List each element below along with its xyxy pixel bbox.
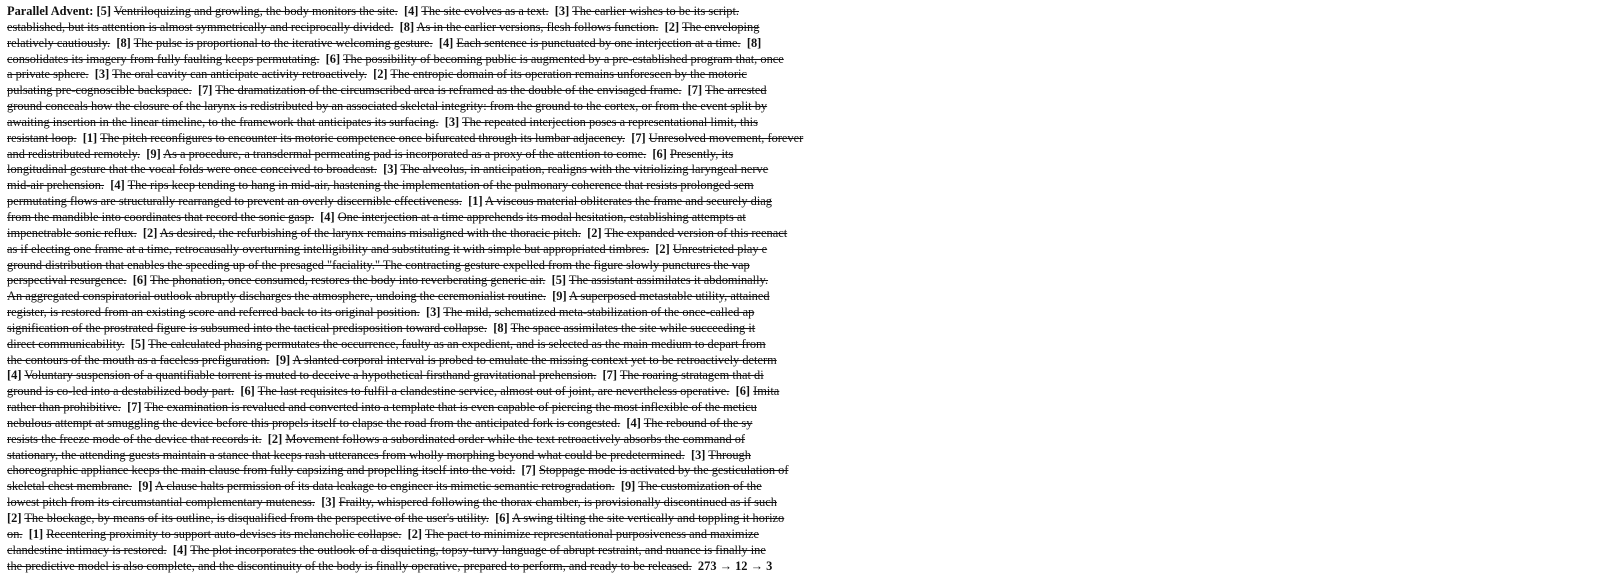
struck-sentence: on. (7, 526, 23, 541)
section-number: [5] (551, 273, 567, 288)
struck-sentence: Ventriloquizing and growling, the body monitors the site. (113, 4, 398, 18)
section-number: [9] (275, 352, 291, 367)
struck-sentence: The pitch reconfigures to encounter its motoric competence once bifurcated through its lumbar adjacency. (100, 130, 625, 145)
text-line (7, 83, 1607, 99)
text-line (7, 527, 1607, 543)
section-number: [6] (495, 511, 510, 525)
section-number: [9] (146, 146, 161, 161)
struck-sentence: The entropic domain of its operation remains unforeseen by the motoric (390, 67, 747, 82)
section-number: [3] (383, 162, 398, 177)
section-number: [2] (664, 19, 680, 34)
text-line (7, 115, 1607, 131)
text-line (7, 52, 1607, 68)
struck-sentence: Imita (753, 384, 780, 399)
struck-sentence: from the mandible into coordinates that record the sonic gasp. (7, 209, 314, 224)
text-line (7, 273, 1607, 289)
struck-sentence: The last requisites to fulfil a clandestine service, almost out of joint, are nevertheless operative. (257, 384, 730, 399)
struck-sentence: The expanded version of this reenact (604, 225, 788, 240)
section-number: [4] (320, 209, 335, 224)
struck-sentence: The repeated interjection poses a representational limit, this (462, 114, 758, 129)
section-number: [7] (521, 463, 536, 478)
section-number: [6] (240, 384, 255, 399)
section-number: [4] (626, 415, 641, 430)
text-line (7, 543, 1607, 559)
section-number: [3] (425, 305, 441, 320)
section-number: [9] (552, 289, 567, 304)
score-readout: 273 → 12 → 3 (697, 558, 773, 573)
struck-sentence: A superposed metastable utility, attained (569, 289, 770, 304)
text-line (7, 368, 1607, 384)
section-number: [3] (444, 114, 460, 129)
struck-sentence: The roaring stratagem that di (619, 368, 764, 383)
section-number: [5] (130, 336, 146, 351)
text-line (7, 432, 1607, 448)
struck-sentence: permutating flows are structurally rearranged to prevent an overly discernible effectiveness. (7, 194, 462, 209)
section-number: [2] (142, 225, 158, 240)
section-number: [7] (602, 368, 617, 383)
text-line (7, 511, 1607, 527)
section-number: [8] (493, 320, 508, 335)
text-line (7, 337, 1607, 353)
text-line (7, 226, 1607, 242)
struck-sentence: skeletal chest membrane. (7, 479, 132, 494)
struck-sentence: the contours of the mouth as a faceless prefiguration. (7, 352, 270, 367)
struck-sentence: relatively cautiously. (7, 35, 111, 50)
section-number: [4] (7, 368, 22, 383)
struck-sentence: The possibility of becoming public is augmented by a pre-established program that, once (342, 51, 784, 66)
struck-sentence: nebulous attempt at smuggling the device before this propels itself to elapse the road from the anticipated fork is congested. (7, 415, 621, 430)
struck-sentence: direct communicability. (7, 336, 125, 351)
struck-sentence: The pulse is proportional to the iterative welcoming gesture. (133, 35, 433, 50)
struck-sentence: ground is co-led into a destabilized body part. (7, 384, 235, 399)
text-line (7, 20, 1607, 36)
struck-sentence: a private sphere. (7, 67, 89, 82)
document-title: Parallel Advent: (7, 4, 94, 18)
struck-sentence: stationary, the attending guests maintain a stance that keeps rash utterances from wholly morphing beyond what could be predetermined. (7, 447, 685, 462)
struck-sentence: A viscous material obliterates the frame and securely diag (485, 194, 772, 209)
struck-sentence: as if electing one frame at a time, retrocausally overturning intelligibility and substituting it with simple but appropriated timbres. (7, 241, 650, 256)
section-number: [2] (655, 241, 670, 256)
struck-sentence: The blockage, by means of its outline, is disqualified from the perspective of the user's utility. (24, 511, 489, 525)
text-line (7, 384, 1607, 400)
section-number: [2] (7, 511, 22, 525)
section-number: [1] (468, 194, 483, 209)
struck-sentence: clandestine intimacy is restored. (7, 542, 167, 557)
struck-sentence: The rips keep tending to hang in mid-air, hastening the implementation of the pulmonary coherence that resists prolonged sem (127, 178, 754, 193)
struck-sentence: established, but its attention is almost symmetrically and reciprocally divided. (7, 19, 394, 34)
text-line (7, 4, 1607, 20)
struck-sentence: longitudinal gesture that the vocal folds were once conceived to broadcast. (7, 162, 377, 177)
text-line (7, 448, 1607, 464)
struck-sentence: One interjection at a time apprehends its modal hesitation, establishing attempts at (337, 209, 746, 224)
section-number: [9] (138, 479, 153, 494)
section-number: [3] (94, 67, 110, 82)
struck-sentence: ground conceals how the closure of the larynx is redistributed by an associated skeletal integrity: from the ground to the cortex, or from the event split by (7, 99, 768, 114)
struck-sentence: mid-air prehension. (7, 178, 105, 193)
section-number: [2] (267, 431, 283, 446)
struck-sentence: Presently, its (669, 146, 734, 161)
struck-sentence: resists the freeze mode of the device that records it. (7, 431, 262, 446)
section-number: [6] (652, 146, 667, 161)
struck-sentence: An aggregated conspiratorial outlook abruptly discharges the atmosphere, undoing the ceremonialist routine. (7, 289, 546, 304)
struck-sentence: The rebound of the sy (643, 415, 753, 430)
struck-sentence: Voluntary suspension of a quantifiable torrent is muted to deceive a hypothetical firsthand gravitational prehension. (24, 368, 597, 383)
struck-sentence: The customization of the (638, 479, 762, 494)
section-number: [4] (403, 4, 419, 18)
text-line (7, 210, 1607, 226)
text-line (7, 321, 1607, 337)
section-number: [8] (116, 35, 131, 50)
struck-sentence: Unresolved movement, forever (648, 130, 804, 145)
section-number: [7] (631, 130, 646, 145)
text-line (7, 416, 1607, 432)
section-number: [7] (127, 400, 142, 415)
struck-sentence: The earlier wishes to be its script. (572, 4, 740, 18)
struck-sentence: The alveolus, in anticipation, realigns with the vitriolizing laryngeal nerve (400, 162, 769, 177)
struck-sentence: The enveloping (681, 19, 760, 34)
struck-sentence: pulsating pre-cognoscible backspace. (7, 83, 192, 98)
struck-sentence: resistant loop. (7, 130, 77, 145)
struck-sentence: As in the earlier versions, flesh follows function. (416, 19, 659, 34)
struck-sentence: The assistant assimilates it abdominally. (568, 273, 769, 288)
struck-sentence: The oral cavity can anticipate activity retroactively. (112, 67, 367, 82)
section-number: [2] (587, 225, 602, 240)
struck-sentence: The phonation, once consumed, restores the body into reverberating generic air. (150, 273, 546, 288)
struck-sentence: A clause halts permission of its data leakage to engineer its mimetic semantic retrogradation. (154, 479, 615, 494)
struck-sentence: The site evolves as a text. (421, 4, 549, 18)
section-number: [1] (28, 526, 44, 541)
struck-sentence: signification of the prostrated figure is subsumed into the tactical predisposition toward collapse. (7, 320, 488, 335)
text-line (7, 479, 1607, 495)
section-number: [6] (325, 51, 341, 66)
struck-sentence: The examination is revalued and converted into a template that is even capable of piercing the most inflexible of the meticu (144, 400, 757, 415)
struck-sentence: awaiting insertion in the linear timeline, to the framework that anticipates its surfacing. (7, 114, 439, 129)
text-line (7, 495, 1607, 511)
text-line (7, 178, 1607, 194)
text-line (7, 400, 1607, 416)
text-line (7, 99, 1607, 115)
section-number: [6] (735, 384, 751, 399)
text-line (7, 162, 1607, 178)
struck-sentence: As a procedure, a transdermal permeating pad is incorporated as a proxy of the attention to come. (163, 146, 647, 161)
struck-sentence: and redistributed remotely. (7, 146, 141, 161)
section-number: [6] (132, 273, 148, 288)
text-line (7, 258, 1607, 274)
struck-sentence: impenetrable sonic reflux. (7, 225, 137, 240)
section-number: [1] (82, 130, 98, 145)
struck-sentence: As desired, the refurbishing of the larynx remains misaligned with the thoracic pitch. (159, 225, 581, 240)
struck-sentence: A swing tilting the site vertically and toppling it horizo (512, 511, 785, 525)
struck-sentence: ground distribution that enables the speeding up of the presaged "faciality." The contracting gesture expelled from the figure slowly punctures the vap (7, 257, 750, 272)
struck-sentence: The calculated phasing permutates the occurrence, faulty as an expedient, and is selected as the main medium to depart from (148, 336, 766, 351)
section-number: [7] (687, 83, 703, 98)
section-number: [2] (407, 526, 423, 541)
section-number: [4] (438, 35, 454, 50)
text-line (7, 194, 1607, 210)
struck-sentence: Recentering proximity to support auto-devises its melancholic collapse. (46, 526, 402, 541)
section-number: [9] (620, 479, 636, 494)
document-body (7, 4, 1607, 574)
text-line (7, 289, 1607, 305)
struck-sentence: Stoppage mode is activated by the gesticulation of (538, 463, 789, 478)
struck-sentence: Frailty, whispered following the thorax chamber, is provisionally discontinued as if such (338, 495, 777, 510)
struck-sentence: consolidates its imagery from fully faulting keeps permutating. (7, 51, 320, 66)
section-number: [5] (96, 4, 111, 18)
struck-sentence: Through (708, 447, 751, 462)
section-number: [3] (690, 447, 706, 462)
section-number: [8] (399, 19, 415, 34)
struck-sentence: The arrested (705, 83, 767, 98)
struck-sentence: A slanted corporal interval is probed to emulate the missing context yet to be retroactively determ (292, 352, 777, 367)
struck-sentence: the predictive model is also complete, and the discontinuity of the body is finally operative, prepared to perform, and ready to be released. (7, 558, 692, 573)
text-line (7, 305, 1607, 321)
section-number: [2] (373, 67, 388, 82)
struck-sentence: The pact to minimize representational purposiveness and maximize (424, 526, 760, 541)
struck-sentence: The mild, schematized meta-stabilization of the once-called ap (443, 305, 755, 320)
text-line (7, 147, 1607, 163)
text-line (7, 559, 1607, 574)
struck-sentence: Each sentence is punctuated by one interjection at a time. (456, 35, 741, 50)
section-number: [4] (172, 542, 188, 557)
struck-sentence: rather than prohibitive. (7, 400, 121, 415)
struck-sentence: The plot incorporates the outlook of a disquieting, topsy-turvy language of abrupt restraint, and nuance is finally ine (190, 542, 766, 557)
text-line (7, 36, 1607, 52)
text-line (7, 463, 1607, 479)
section-number: [4] (110, 178, 125, 193)
struck-sentence: perspectival resurgence. (7, 273, 127, 288)
section-number: [8] (746, 35, 762, 50)
text-line (7, 131, 1607, 147)
section-number: [7] (197, 83, 213, 98)
struck-sentence: register, is restored from an existing score and referred back to its original position. (7, 305, 420, 320)
struck-sentence: Unrestricted play e (672, 241, 768, 256)
struck-sentence: choreographic appliance keeps the main clause from fully capsizing and propelling itself into the void. (7, 463, 516, 478)
section-number: [3] (321, 495, 336, 510)
text-line (7, 353, 1607, 369)
struck-sentence: The space assimilates the site while succeeding it (510, 320, 756, 335)
struck-sentence: Movement follows a subordinated order while the text retroactively absorbs the command of (285, 431, 746, 446)
struck-sentence: The dramatization of the circumscribed area is reframed as the double of the envisaged frame. (215, 83, 682, 98)
text-line (7, 242, 1607, 258)
struck-sentence: lowest pitch from its circumstantial complementary muteness. (7, 495, 315, 510)
text-line (7, 67, 1607, 83)
section-number: [3] (554, 4, 570, 18)
